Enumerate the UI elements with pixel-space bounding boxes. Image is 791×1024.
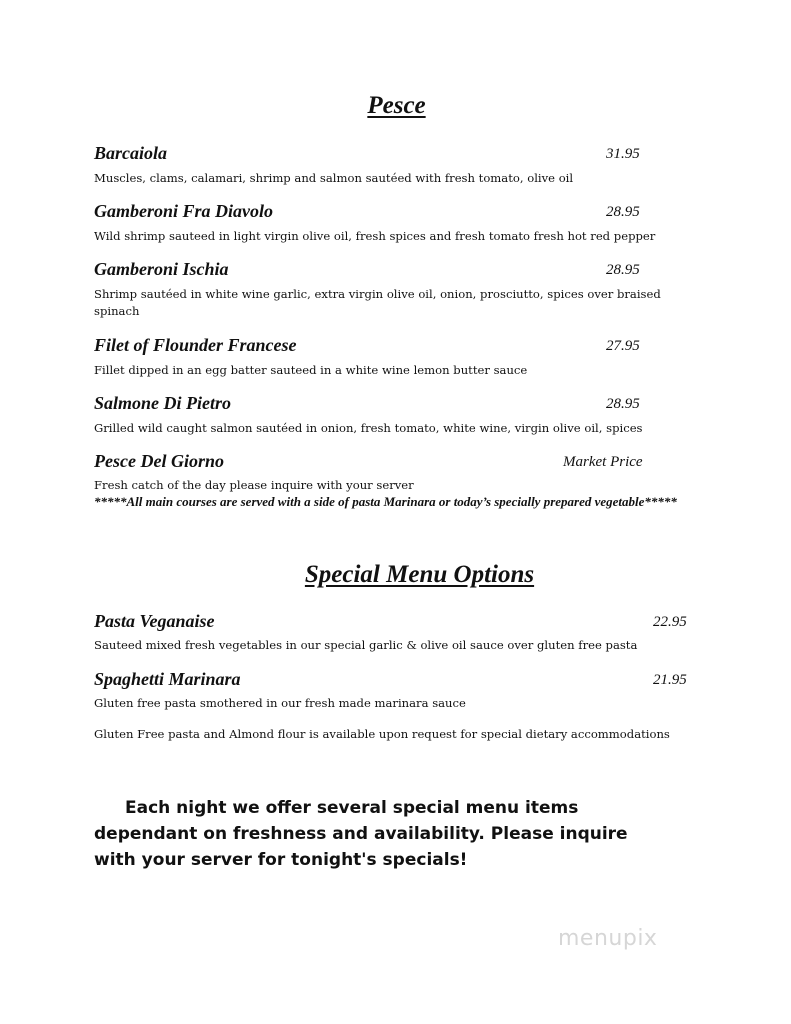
item-desc-spaghetti-marinara: Gluten free pasta smothered in our fresh made marinara sauce xyxy=(94,696,466,710)
closing-paragraph: Each night we offer several special menu items dependant on freshness and availability. Please inquire with your server for tonight's specials! xyxy=(94,798,628,870)
item-desc-pasta-veganaise: Sauteed mixed fresh vegetables in our special garlic & olive oil sauce over gluten free pasta xyxy=(94,638,638,652)
item-desc-pesce-del-giorno: Fresh catch of the day please inquire with your server xyxy=(94,478,414,492)
item-price-pasta-veganaise: 22.95 xyxy=(653,614,687,630)
gluten-free-note: Gluten Free pasta and Almond flour is available upon request for special dietary accommodations xyxy=(94,727,670,741)
item-price-gamberoni-ischia: 28.95 xyxy=(606,262,640,278)
item-price-spaghetti-marinara: 21.95 xyxy=(653,672,687,688)
item-name-salmone-di-pietro: Salmone Di Pietro xyxy=(94,393,232,413)
item-name-gamberoni-ischia: Gamberoni Ischia xyxy=(94,259,229,279)
item-name-pasta-veganaise: Pasta Veganaise xyxy=(94,611,215,631)
item-name-spaghetti-marinara: Spaghetti Marinara xyxy=(94,669,241,689)
item-price-filet-of-flounder: 27.95 xyxy=(606,338,640,354)
item-name-barcaiola: Barcaiola xyxy=(94,143,168,163)
item-price-barcaiola: 31.95 xyxy=(606,146,640,162)
menupix-watermark: menupix xyxy=(558,926,658,951)
item-desc-salmone-di-pietro: Grilled wild caught salmon sautéed in onion, fresh tomato, white wine, virgin olive oil, spices xyxy=(94,421,643,435)
item-desc-gamberoni-ischia: Shrimp sautéed in white wine garlic, extra virgin olive oil, onion, prosciutto, spices over braised spinach xyxy=(94,287,661,318)
item-name-gamberoni-fra-diavolo: Gamberoni Fra Diavolo xyxy=(94,201,274,221)
item-desc-filet-of-flounder: Fillet dipped in an egg batter sauteed in a white wine lemon butter sauce xyxy=(94,363,528,377)
item-name-filet-of-flounder: Filet of Flounder Francese xyxy=(94,335,297,355)
item-desc-barcaiola: Muscles, clams, calamari, shrimp and salmon sautéed with fresh tomato, olive oil xyxy=(94,171,574,185)
item-price-salmone-di-pietro: 28.95 xyxy=(606,396,640,412)
item-desc-gamberoni-fra-diavolo: Wild shrimp sauteed in light virgin olive oil, fresh spices and fresh tomato fresh hot red pepper xyxy=(94,229,656,243)
pesce-title: Pesce xyxy=(367,92,426,119)
item-name-pesce-del-giorno: Pesce Del Giorno xyxy=(94,451,224,471)
item-price-gamberoni-fra-diavolo: 28.95 xyxy=(606,204,640,220)
main-course-note: *****All main courses are served with a side of pasta Marinara or today’s specially prepared vegetable***** xyxy=(94,494,677,509)
special-title: Special Menu Options xyxy=(304,561,535,588)
item-price-pesce-del-giorno: Market Price xyxy=(563,454,643,470)
